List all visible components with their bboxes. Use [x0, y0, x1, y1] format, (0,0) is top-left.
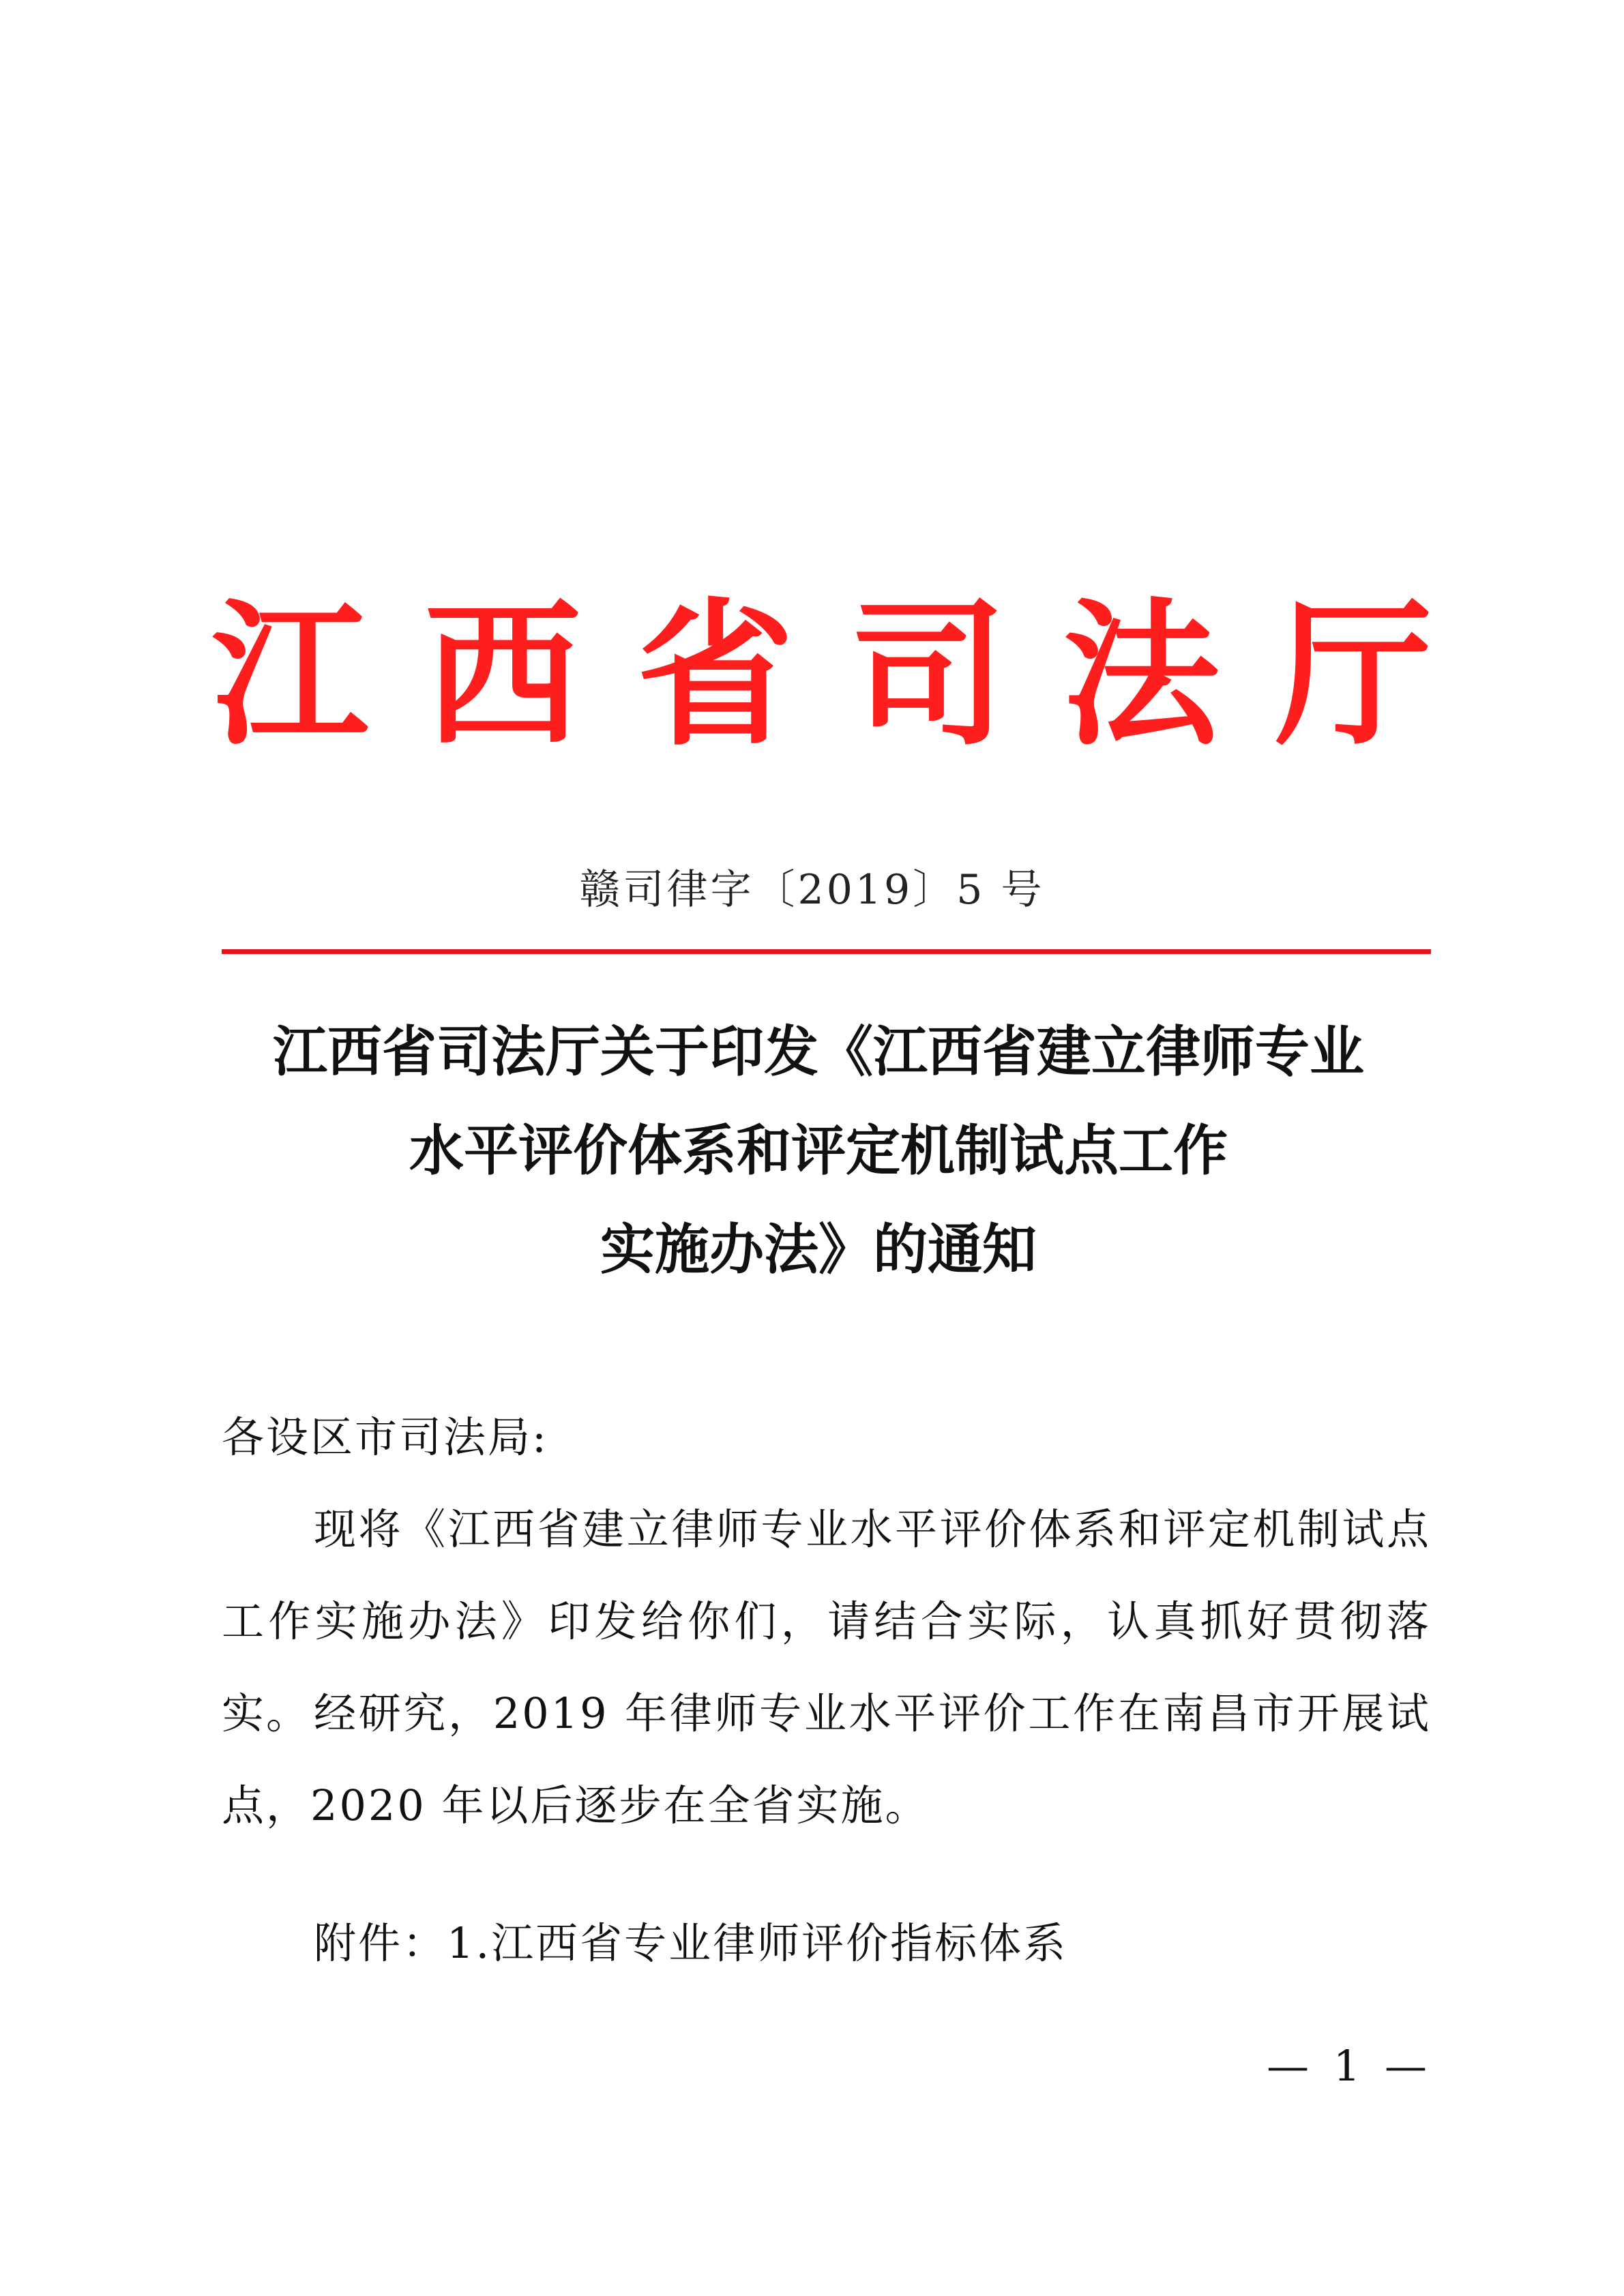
salutation: 各设区市司法局:	[222, 1412, 548, 1462]
issuer-char: 厅	[1275, 583, 1432, 767]
page-number: — 1 —	[1267, 2041, 1432, 2091]
issuer-char: 西	[424, 583, 581, 767]
body-paragraph: 经研究，2019 年律师专业水平评价工作在南昌市开展试点，2020 年以后逐步在全省实施。	[222, 1688, 1431, 1830]
body-paragraph: 现将《江西省建立律师专业水平评价体系和评定机制试点工作实施办法》印发给你们，请结合实际，认真抓好贯彻落实。	[222, 1504, 1431, 1738]
issuer-letterhead	[211, 583, 1432, 767]
document-number: 赣司律字〔2019〕5 号	[579, 866, 1045, 914]
attachment-line: 附件：1.江西省专业律师评价指标体系	[314, 1918, 1068, 1968]
document-title	[205, 1002, 1432, 1299]
issuer-char: 司	[849, 583, 1007, 767]
title-line: 实施办法》的通知	[600, 1217, 1037, 1281]
issuer-char: 法	[1062, 583, 1220, 767]
issuer-char: 江	[211, 583, 369, 767]
issuer-char: 省	[636, 583, 794, 767]
title-line: 水平评价体系和评定机制试点工作	[409, 1118, 1228, 1182]
red-separator-line	[222, 949, 1431, 954]
title-line: 江西省司法厅关于印发《江西省建立律师专业	[273, 1019, 1364, 1084]
